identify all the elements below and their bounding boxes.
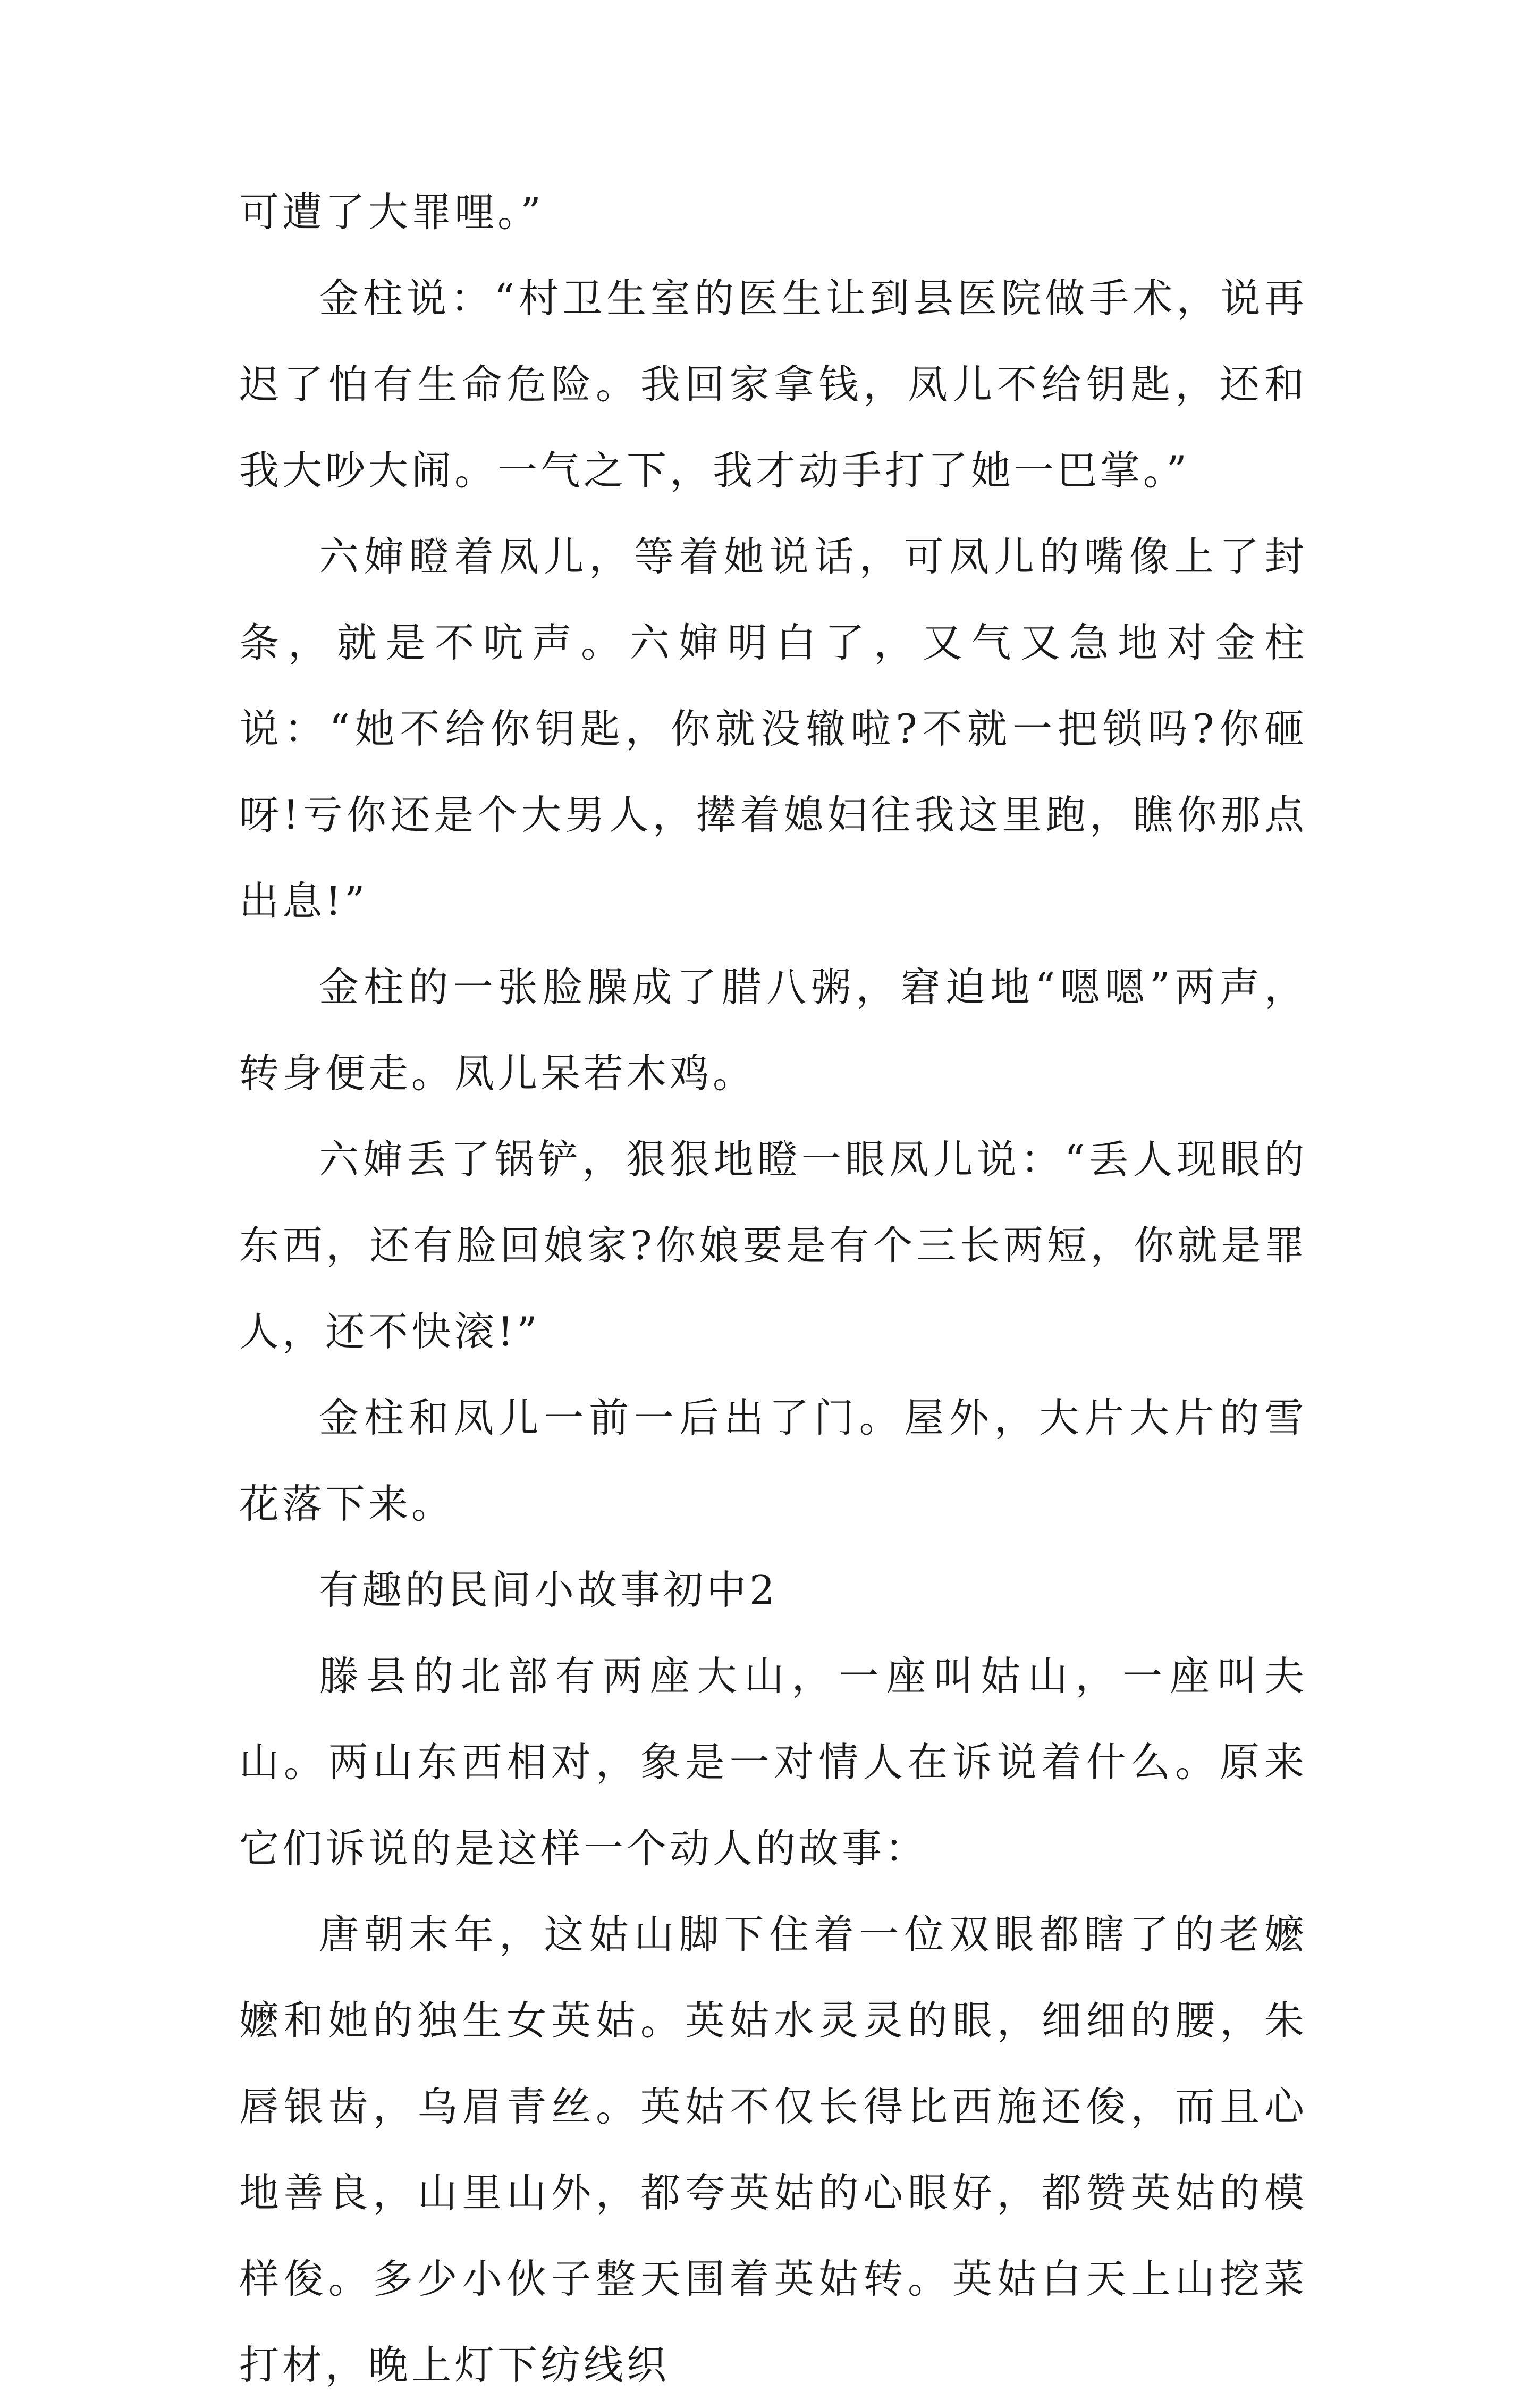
paragraph: 六婶丢了锅铲，狠狠地瞪一眼凤儿说：“丢人现眼的东西，还有脸回娘家?你娘要是有个三长两短，你就是罪人，还不快滚!” — [239, 1136, 1307, 1355]
paragraph: 六婶瞪着凤儿，等着她说话，可凤儿的嘴像上了封条，就是不吭声。六婶明白了，又气又急地对金柱说：“她不给你钥匙，你就没辙啦?不就一把锁吗?你砸呀!亏你还是个大男人，撵着媳妇往我这里跑，瞧你那点出息!” — [239, 533, 1307, 924]
document-body — [239, 169, 1307, 2408]
section-heading: 有趣的民间小故事初中2 — [319, 1567, 778, 1613]
paragraph: 金柱说：“村卫生室的医生让到县医院做手术，说再迟了怕有生命危险。我回家拿钱，凤儿不给钥匙，还和我大吵大闹。一气之下，我才动手打了她一巴掌。” — [239, 275, 1307, 494]
paragraph-continuation: 可遭了大罪哩。” — [239, 189, 544, 235]
paragraph: 金柱和凤儿一前一后出了门。屋外，大片大片的雪花落下来。 — [239, 1394, 1307, 1527]
paragraph: 唐朝末年，这姑山脚下住着一位双眼都瞎了的老嬷嬷和她的独生女英姑。英姑水灵灵的眼，细细的腰，朱唇银齿，乌眉青丝。英姑不仅长得比西施还俊，而且心地善良，山里山外，都夸英姑的心眼好，都赞英姑的模样俊。多少小伙子整天围着英姑转。英姑白天上山挖菜打材，晚上灯下纺线织 — [239, 1911, 1307, 2388]
paragraph: 滕县的北部有两座大山，一座叫姑山，一座叫夫山。两山东西相对，象是一对情人在诉说着什么。原来它们诉说的是这样一个动人的故事： — [239, 1653, 1307, 1872]
paragraph: 金柱的一张脸臊成了腊八粥，窘迫地“嗯嗯”两声，转身便走。凤儿呆若木鸡。 — [239, 964, 1307, 1097]
